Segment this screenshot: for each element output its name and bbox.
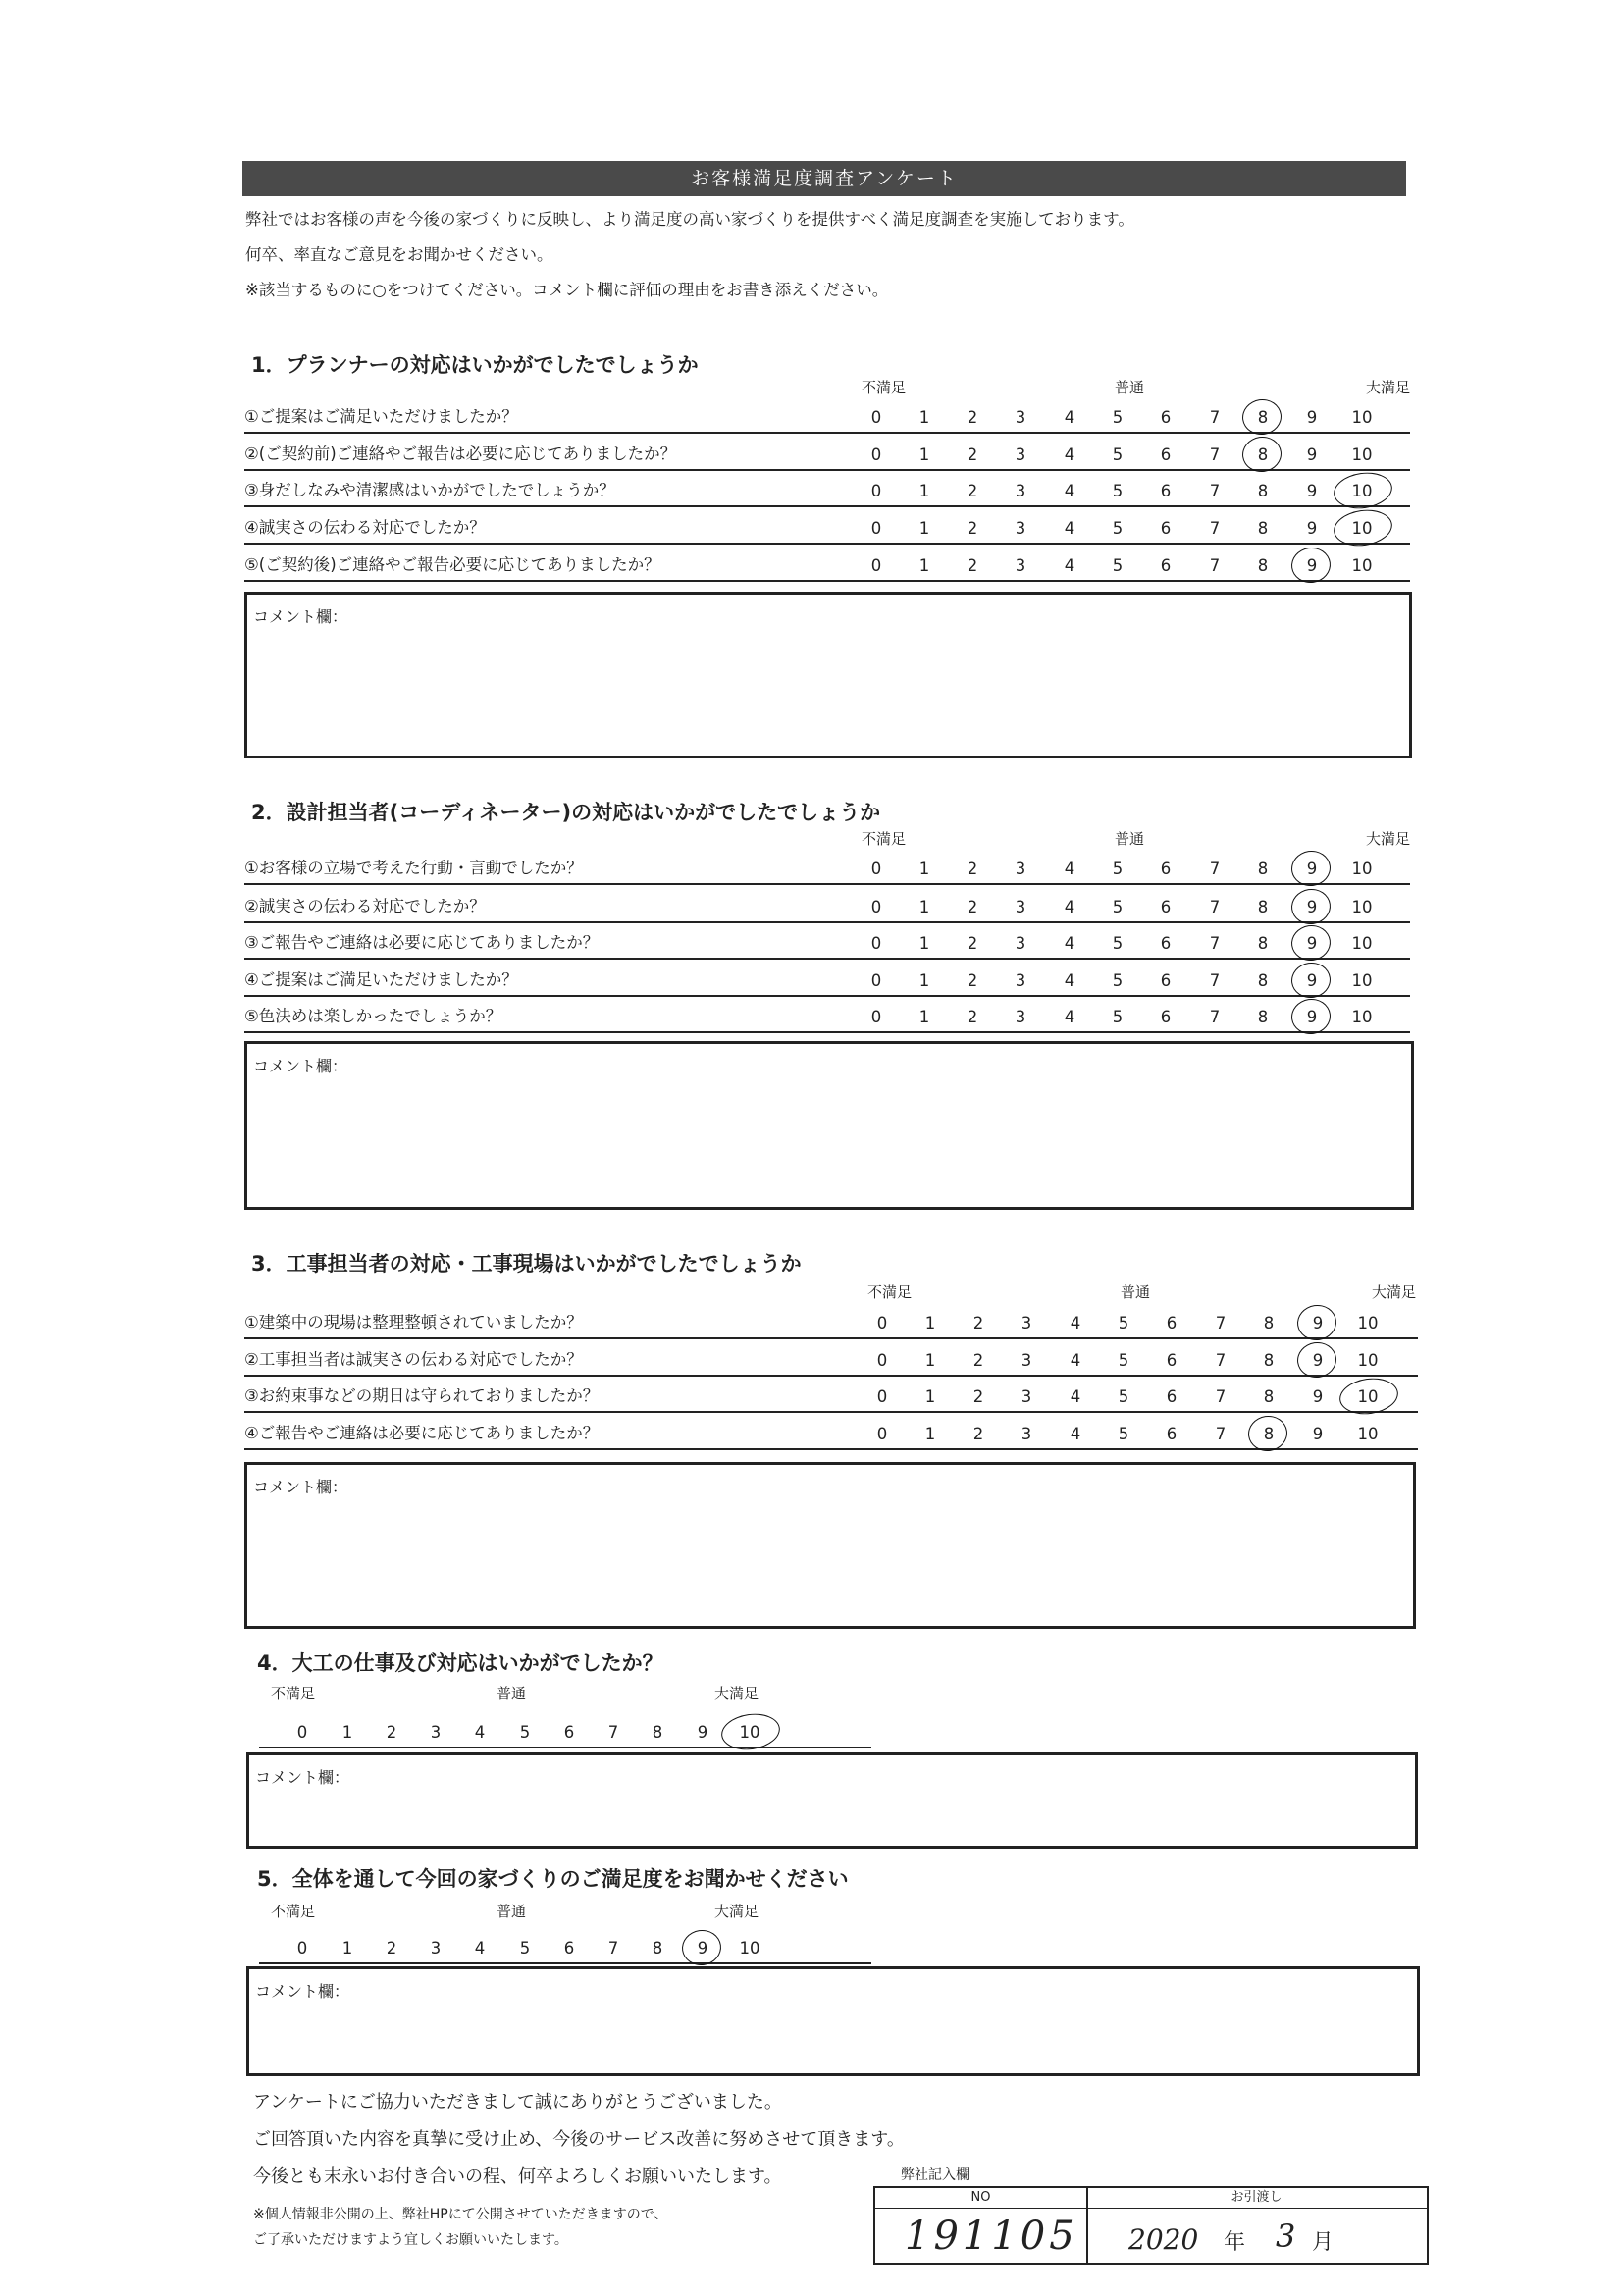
rating-option[interactable]: 9 (697, 1723, 708, 1742)
question-row (244, 1413, 1418, 1450)
rating-option[interactable]: 1 (918, 971, 930, 990)
selected-rating[interactable]: 9 (1297, 556, 1327, 575)
rating-row (259, 1707, 871, 1748)
rating-option[interactable]: 2 (386, 1723, 397, 1742)
rating-option[interactable]: 10 (1351, 1008, 1373, 1026)
rating-option[interactable]: 7 (607, 1939, 619, 1957)
footer-line-2: ご回答頂いた内容を真摯に受け止め、今後のサービス改善に努めさせて頂きます。 (253, 2129, 905, 2150)
rating-option[interactable]: 1 (924, 1314, 936, 1332)
selected-rating[interactable]: 9 (1303, 1314, 1333, 1332)
rating-option[interactable]: 4 (1064, 1008, 1075, 1026)
question-text: ②(ご契約前)ご連絡やご報告は必要に応じてありましたか？ (244, 444, 677, 463)
rating-option[interactable]: 0 (870, 445, 882, 464)
privacy-note-1: ※個人情報非公開の上、弊社HPにて公開させていただきますので、 (253, 2207, 668, 2222)
rating-option[interactable]: 6 (563, 1723, 575, 1742)
question-row (244, 545, 1410, 582)
question-text: ④誠実さの伝わる対応でしたか？ (244, 518, 486, 537)
rating-option[interactable]: 3 (1015, 1008, 1026, 1026)
question-row (244, 1339, 1418, 1377)
rating-option[interactable]: 6 (1166, 1387, 1178, 1406)
rating-option[interactable]: 4 (1070, 1351, 1081, 1370)
rating-option[interactable]: 0 (870, 860, 882, 878)
intro-line-2: 何卒、率直なご意見をお聞かせください。 (245, 245, 553, 264)
question-text: ③身だしなみや清潔感はいかがでしたでしょうか？ (244, 481, 615, 499)
rating-option[interactable]: 7 (1209, 482, 1221, 500)
scale-label-high: 大満足 (1372, 1283, 1417, 1301)
rating-option[interactable]: 1 (918, 445, 930, 464)
rating-option[interactable]: 5 (1112, 445, 1124, 464)
rating-option[interactable]: 6 (1160, 898, 1172, 916)
rating-option[interactable]: 7 (1209, 556, 1221, 575)
rating-option[interactable]: 10 (1357, 1351, 1379, 1370)
rating-option[interactable]: 8 (1263, 1314, 1275, 1332)
rating-option[interactable]: 2 (967, 898, 978, 916)
rating-option[interactable]: 4 (1064, 934, 1075, 953)
rating-option[interactable]: 7 (1209, 519, 1221, 538)
rating-option[interactable]: 0 (870, 408, 882, 427)
delivery-month: 3 (1276, 2218, 1296, 2255)
rating-option[interactable]: 0 (870, 482, 882, 500)
delivery-header: お引渡し (1086, 2188, 1427, 2209)
rating-option[interactable]: 8 (1257, 898, 1269, 916)
selected-rating[interactable]: 9 (688, 1939, 717, 1957)
rating-option[interactable]: 6 (1160, 445, 1172, 464)
no-header: NO (875, 2188, 1088, 2209)
selected-rating[interactable]: 9 (1303, 1351, 1333, 1370)
rating-option[interactable]: 3 (1015, 408, 1026, 427)
rating-option[interactable]: 8 (652, 1939, 663, 1957)
rating-option[interactable]: 6 (1166, 1314, 1178, 1332)
rating-option[interactable]: 2 (967, 860, 978, 878)
selected-rating[interactable]: 10 (1347, 482, 1377, 500)
rating-option[interactable]: 3 (1021, 1387, 1032, 1406)
month-unit: 月 (1312, 2230, 1335, 2255)
rating-option[interactable]: 0 (870, 556, 882, 575)
rating-option[interactable]: 3 (1015, 971, 1026, 990)
rating-option[interactable]: 0 (870, 971, 882, 990)
question-row (244, 396, 1410, 434)
rating-option[interactable]: 7 (607, 1723, 619, 1742)
rating-option[interactable]: 1 (924, 1387, 936, 1406)
rating-option[interactable]: 1 (924, 1351, 936, 1370)
rating-option[interactable]: 7 (1209, 860, 1221, 878)
selected-rating[interactable]: 9 (1297, 1008, 1327, 1026)
rating-option[interactable]: 2 (972, 1351, 984, 1370)
comment-box[interactable] (246, 1752, 1418, 1849)
rating-option[interactable]: 5 (519, 1723, 531, 1742)
scale-label-low: 不満足 (862, 379, 907, 396)
comment-label: コメント欄： (255, 1982, 350, 2001)
rating-option[interactable]: 3 (1021, 1351, 1032, 1370)
selected-rating[interactable]: 9 (1297, 934, 1327, 953)
rating-option[interactable]: 8 (1257, 860, 1269, 878)
rating-option[interactable]: 1 (918, 408, 930, 427)
rating-option[interactable]: 2 (967, 971, 978, 990)
rating-option[interactable]: 9 (1312, 1425, 1324, 1443)
rating-option[interactable]: 6 (563, 1939, 575, 1957)
rating-option[interactable]: 5 (1112, 482, 1124, 500)
rating-option[interactable]: 5 (1112, 1008, 1124, 1026)
rating-option[interactable]: 9 (1306, 445, 1318, 464)
rating-option[interactable]: 0 (296, 1723, 308, 1742)
privacy-note-2: ご了承いただけますよう宜しくお願いいたします。 (253, 2232, 568, 2248)
scale-label-low: 不満足 (867, 1283, 913, 1301)
rating-option[interactable]: 0 (870, 1008, 882, 1026)
rating-option[interactable]: 5 (1112, 519, 1124, 538)
rating-option[interactable]: 7 (1215, 1425, 1227, 1443)
rating-option[interactable]: 0 (876, 1425, 888, 1443)
rating-option[interactable]: 0 (870, 519, 882, 538)
comment-label: コメント欄： (255, 1768, 350, 1787)
comment-box[interactable] (244, 1462, 1416, 1629)
rating-option[interactable]: 4 (1064, 519, 1075, 538)
rating-option[interactable]: 4 (1070, 1387, 1081, 1406)
rating-option[interactable]: 5 (1112, 860, 1124, 878)
selected-rating[interactable]: 9 (1297, 971, 1327, 990)
section-heading: 3．工事担当者の対応・工事現場はいかがでしたでしょうか (251, 1252, 802, 1276)
office-box-title: 弊社記入欄 (901, 2167, 969, 2183)
rating-option[interactable]: 9 (1312, 1387, 1324, 1406)
scale-label-mid: 普通 (497, 1685, 527, 1702)
rating-option[interactable]: 1 (918, 482, 930, 500)
rating-option[interactable]: 5 (1112, 971, 1124, 990)
rating-option[interactable]: 4 (1070, 1314, 1081, 1332)
rating-option[interactable]: 4 (1064, 898, 1075, 916)
selected-rating[interactable]: 8 (1248, 408, 1278, 427)
rating-option[interactable]: 4 (1070, 1425, 1081, 1443)
rating-option[interactable]: 1 (918, 934, 930, 953)
question-text: ②工事担当者は誠実さの伝わる対応でしたか？ (244, 1350, 583, 1369)
rating-option[interactable]: 6 (1160, 971, 1172, 990)
selected-rating[interactable]: 8 (1254, 1425, 1283, 1443)
question-text: ③ご報告やご連絡は必要に応じてありましたか？ (244, 933, 600, 952)
rating-option[interactable]: 7 (1209, 898, 1221, 916)
intro-line-1: 弊社ではお客様の声を今後の家づくりに反映し、より満足度の高い家づくりを提供すべく満足度調査を実施しております。 (245, 210, 1134, 229)
rating-option[interactable]: 10 (1351, 934, 1373, 953)
rating-option[interactable]: 8 (652, 1723, 663, 1742)
rating-option[interactable]: 10 (1351, 971, 1373, 990)
rating-option[interactable]: 10 (1351, 556, 1373, 575)
rating-option[interactable]: 0 (870, 934, 882, 953)
rating-option[interactable]: 0 (870, 898, 882, 916)
rating-option[interactable]: 6 (1160, 482, 1172, 500)
scale-label-high: 大満足 (1366, 379, 1411, 396)
rating-option[interactable]: 10 (1351, 898, 1373, 916)
rating-option[interactable]: 6 (1160, 934, 1172, 953)
customer-number: 191105 (905, 2214, 1078, 2259)
rating-option[interactable]: 4 (1064, 445, 1075, 464)
rating-option[interactable]: 8 (1257, 482, 1269, 500)
delivery-year: 2020 (1128, 2223, 1199, 2256)
section-heading: 2．設計担当者(コーディネーター)の対応はいかがでしたでしょうか (251, 801, 881, 824)
rating-option[interactable]: 2 (967, 519, 978, 538)
rating-option[interactable]: 6 (1166, 1425, 1178, 1443)
rating-option[interactable]: 4 (474, 1939, 486, 1957)
rating-option[interactable]: 0 (876, 1351, 888, 1370)
rating-option[interactable]: 8 (1257, 934, 1269, 953)
rating-option[interactable]: 8 (1263, 1351, 1275, 1370)
footer-line-3: 今後とも末永いお付き合いの程、何卒よろしくお願いいたします。 (253, 2166, 782, 2187)
rating-option[interactable]: 1 (341, 1939, 353, 1957)
scale-label-mid: 普通 (1115, 830, 1145, 848)
rating-option[interactable]: 5 (1118, 1351, 1129, 1370)
rating-option[interactable]: 1 (918, 898, 930, 916)
scale-label-mid: 普通 (497, 1903, 527, 1920)
rating-option[interactable]: 2 (972, 1387, 984, 1406)
rating-option[interactable]: 8 (1257, 519, 1269, 538)
rating-option[interactable]: 5 (1118, 1387, 1129, 1406)
comment-label: コメント欄： (253, 607, 348, 626)
scale-label-mid: 普通 (1115, 379, 1145, 396)
rating-option[interactable]: 3 (1015, 556, 1026, 575)
question-row (244, 848, 1410, 885)
question-row (244, 886, 1410, 923)
rating-option[interactable]: 6 (1160, 408, 1172, 427)
question-row (244, 996, 1410, 1033)
comment-label: コメント欄： (253, 1478, 348, 1496)
comment-box[interactable] (246, 1966, 1420, 2076)
rating-option[interactable]: 3 (430, 1939, 442, 1957)
question-text: ④ご報告やご連絡は必要に応じてありましたか？ (244, 1424, 600, 1442)
rating-option[interactable]: 10 (739, 1939, 760, 1957)
comment-label: コメント欄： (253, 1057, 348, 1075)
rating-option[interactable]: 8 (1257, 971, 1269, 990)
question-row (244, 507, 1410, 545)
rating-option[interactable]: 7 (1209, 408, 1221, 427)
rating-option[interactable]: 7 (1209, 445, 1221, 464)
rating-option[interactable]: 3 (1021, 1425, 1032, 1443)
rating-option[interactable]: 1 (918, 1008, 930, 1026)
rating-option[interactable]: 6 (1160, 860, 1172, 878)
rating-option[interactable]: 3 (1015, 898, 1026, 916)
rating-option[interactable]: 2 (972, 1314, 984, 1332)
section-heading: 4．大工の仕事及び対応はいかがでしたか？ (257, 1651, 663, 1675)
rating-option[interactable]: 8 (1263, 1387, 1275, 1406)
year-unit: 年 (1224, 2230, 1246, 2255)
rating-option[interactable]: 1 (918, 860, 930, 878)
scale-label-high: 大満足 (714, 1685, 759, 1702)
rating-option[interactable]: 1 (924, 1425, 936, 1443)
rating-option[interactable]: 2 (967, 445, 978, 464)
rating-option[interactable]: 2 (967, 934, 978, 953)
rating-option[interactable]: 10 (1357, 1314, 1379, 1332)
comment-box[interactable] (244, 592, 1412, 758)
rating-option[interactable]: 2 (967, 1008, 978, 1026)
question-text: ②誠実さの伝わる対応でしたか？ (244, 897, 486, 915)
scale-label-high: 大満足 (1366, 830, 1411, 848)
question-row (244, 434, 1410, 471)
selected-rating[interactable]: 10 (1347, 519, 1377, 538)
rating-option[interactable]: 7 (1215, 1351, 1227, 1370)
rating-option[interactable]: 9 (1306, 482, 1318, 500)
rating-option[interactable]: 4 (1064, 556, 1075, 575)
question-row (244, 470, 1410, 507)
rating-option[interactable]: 2 (972, 1425, 984, 1443)
section-heading: 1．プランナーの対応はいかがでしたでしょうか (251, 353, 699, 377)
question-text: ③お約束事などの期日は守られておりましたか？ (244, 1386, 600, 1405)
rating-option[interactable]: 0 (296, 1939, 308, 1957)
scale-label-mid: 普通 (1121, 1283, 1151, 1301)
rating-option[interactable]: 10 (1351, 860, 1373, 878)
question-text: ①ご提案はご満足いただけましたか？ (244, 407, 518, 426)
rating-option[interactable]: 2 (967, 482, 978, 500)
rating-option[interactable]: 4 (1064, 482, 1075, 500)
rating-option[interactable]: 10 (1357, 1425, 1379, 1443)
rating-option[interactable]: 4 (1064, 971, 1075, 990)
question-text: ④ご提案はご満足いただけましたか？ (244, 970, 518, 989)
rating-option[interactable]: 2 (386, 1939, 397, 1957)
rating-option[interactable]: 5 (1112, 934, 1124, 953)
rating-option[interactable]: 5 (1112, 408, 1124, 427)
rating-option[interactable]: 3 (1015, 445, 1026, 464)
question-text: ①お客様の立場で考えた行動・言動でしたか？ (244, 859, 583, 877)
selected-rating[interactable]: 10 (1353, 1387, 1383, 1406)
rating-option[interactable]: 4 (1064, 860, 1075, 878)
selected-rating[interactable]: 8 (1248, 445, 1278, 464)
question-text: ⑤(ご契約後)ご連絡やご報告必要に応じてありましたか？ (244, 555, 660, 574)
scale-label-low: 不満足 (862, 830, 907, 848)
rating-option[interactable]: 5 (1112, 556, 1124, 575)
rating-option[interactable]: 10 (1351, 445, 1373, 464)
scale-label-low: 不満足 (271, 1903, 316, 1920)
rating-option[interactable]: 6 (1160, 1008, 1172, 1026)
rating-row (259, 1923, 871, 1964)
intro-line-3: ※該当するものに○をつけてください。コメント欄に評価の理由をお書き添えください。 (245, 281, 889, 299)
rating-option[interactable]: 1 (341, 1723, 353, 1742)
selected-rating[interactable]: 9 (1297, 898, 1327, 916)
selected-rating[interactable]: 9 (1297, 860, 1327, 878)
question-row (244, 922, 1410, 960)
rating-option[interactable]: 3 (1021, 1314, 1032, 1332)
rating-option[interactable]: 8 (1257, 1008, 1269, 1026)
survey-title: お客様満足度調査アンケート (242, 161, 1406, 196)
rating-option[interactable]: 3 (1015, 519, 1026, 538)
rating-option[interactable]: 4 (474, 1723, 486, 1742)
question-row (244, 1302, 1418, 1339)
rating-option[interactable]: 6 (1166, 1351, 1178, 1370)
rating-option[interactable]: 4 (1064, 408, 1075, 427)
rating-option[interactable]: 0 (876, 1387, 888, 1406)
office-use-table (873, 2186, 1429, 2265)
rating-option[interactable]: 5 (519, 1939, 531, 1957)
selected-rating[interactable]: 10 (735, 1723, 764, 1742)
rating-option[interactable]: 8 (1257, 556, 1269, 575)
rating-option[interactable]: 7 (1215, 1314, 1227, 1332)
scale-label-high: 大満足 (714, 1903, 759, 1920)
rating-option[interactable]: 5 (1118, 1314, 1129, 1332)
question-text: ①建築中の現場は整理整頓されていましたか？ (244, 1313, 583, 1331)
rating-option[interactable]: 1 (918, 519, 930, 538)
rating-option[interactable]: 7 (1215, 1387, 1227, 1406)
question-row (244, 1376, 1418, 1413)
rating-option[interactable]: 1 (918, 556, 930, 575)
rating-option[interactable]: 6 (1160, 519, 1172, 538)
comment-box[interactable] (244, 1041, 1414, 1210)
rating-option[interactable]: 2 (967, 408, 978, 427)
rating-option[interactable]: 5 (1112, 898, 1124, 916)
rating-option[interactable]: 3 (1015, 934, 1026, 953)
question-text: ⑤色決めは楽しかったでしょうか？ (244, 1007, 502, 1025)
rating-option[interactable]: 5 (1118, 1425, 1129, 1443)
rating-option[interactable]: 10 (1351, 408, 1373, 427)
rating-option[interactable]: 7 (1209, 934, 1221, 953)
question-row (244, 960, 1410, 997)
rating-option[interactable]: 6 (1160, 556, 1172, 575)
rating-option[interactable]: 3 (1015, 860, 1026, 878)
footer-line-1: アンケートにご協力いただきまして誠にありがとうございました。 (253, 2092, 782, 2113)
rating-option[interactable]: 2 (967, 556, 978, 575)
rating-option[interactable]: 0 (876, 1314, 888, 1332)
rating-option[interactable]: 9 (1306, 519, 1318, 538)
rating-option[interactable]: 3 (1015, 482, 1026, 500)
rating-option[interactable]: 3 (430, 1723, 442, 1742)
scale-label-low: 不満足 (271, 1685, 316, 1702)
rating-option[interactable]: 9 (1306, 408, 1318, 427)
rating-option[interactable]: 7 (1209, 971, 1221, 990)
rating-option[interactable]: 7 (1209, 1008, 1221, 1026)
section-heading: 5．全体を通して今回の家づくりのご満足度をお聞かせください (257, 1867, 849, 1891)
